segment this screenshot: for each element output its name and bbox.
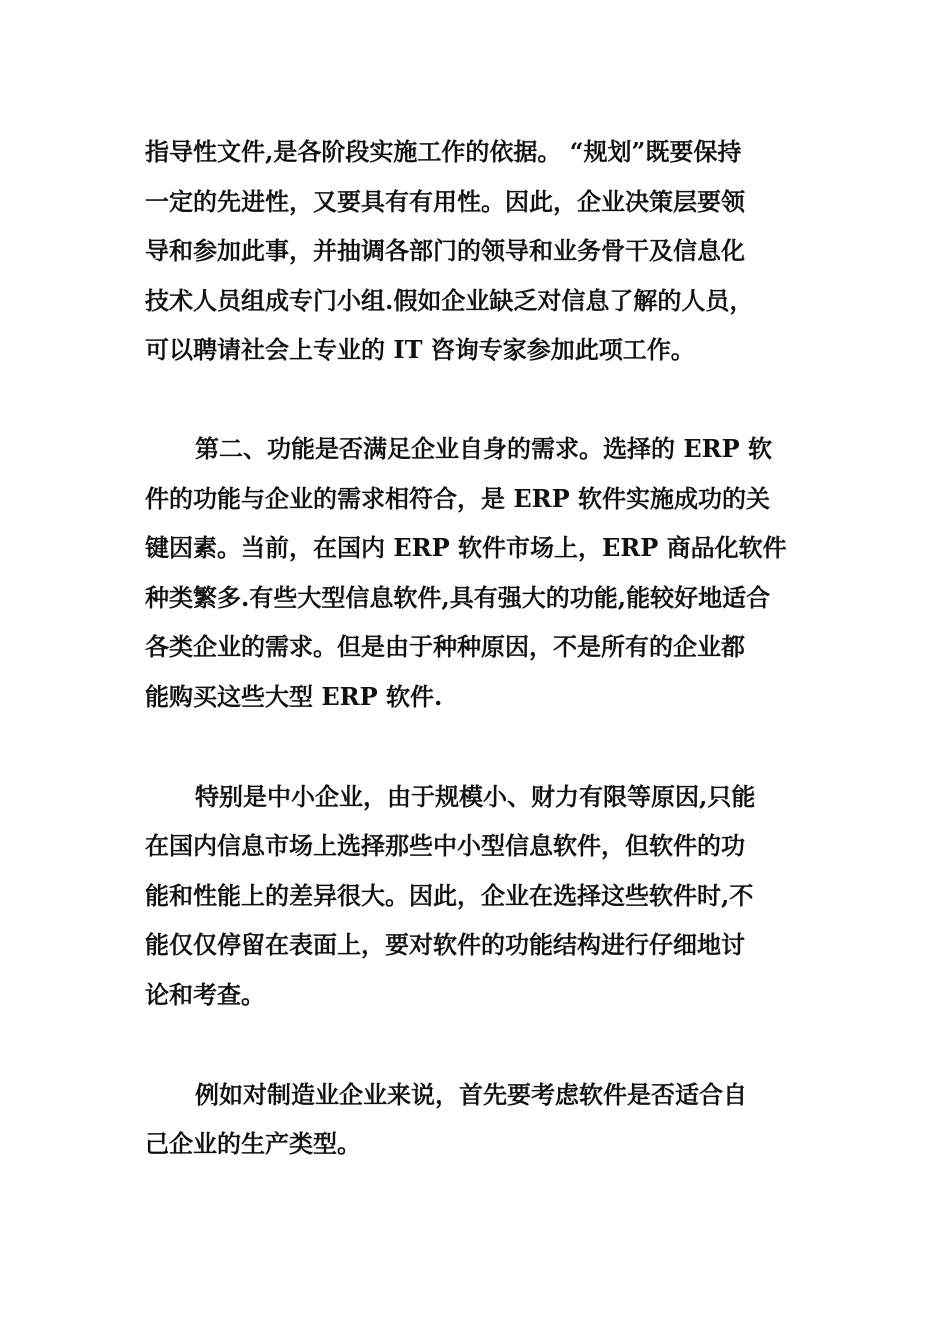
text-line: 一定的先进性，又要具有有用性。因此，企业决策层要领 [145,187,745,216]
text-line: 例如对制造业企业来说，首先要考虑软件是否适合自 [195,1080,747,1109]
text-line: 论和考查。 [145,980,265,1009]
text-line: 种类繁多.有些大型信息软件,具有强大的功能,能较好地适合 [145,583,771,612]
text-line: 指导性文件,是各阶段实施工作的依据。 “规划”既要保持 [145,137,742,166]
text-line: 可以聘请社会上专业的 IT 咨询专家参加此项工作。 [145,335,695,364]
text-line: 导和参加此事，并抽调各部门的领导和业务骨干及信息化 [145,236,745,265]
text-line: 件的功能与企业的需求相符合，是 ERP 软件实施成功的关 [145,484,770,513]
text-line: 己企业的生产类型。 [145,1129,361,1158]
text-line: 键因素。当前，在国内 ERP 软件市场上，ERP 商品化软件 [145,533,787,562]
text-line: 特别是中小企业，由于规模小、财力有限等原因,只能 [195,782,756,811]
text-line: 在国内信息市场上选择那些中小型信息软件，但软件的功 [145,831,745,860]
text-line: 能仅仅停留在表面上，要对软件的功能结构进行仔细地讨 [145,930,745,959]
text-line: 技术人员组成专门小组.假如企业缺乏对信息了解的人员， [145,286,754,315]
text-line: 第二、功能是否满足企业自身的需求。选择的 ERP 软 [195,434,772,463]
text-line: 能购买这些大型 ERP 软件. [145,682,443,711]
text-line: 能和性能上的差异很大。因此，企业在选择这些软件时,不 [145,881,754,910]
text-line: 各类企业的需求。但是由于种种原因，不是所有的企业都 [145,632,745,661]
